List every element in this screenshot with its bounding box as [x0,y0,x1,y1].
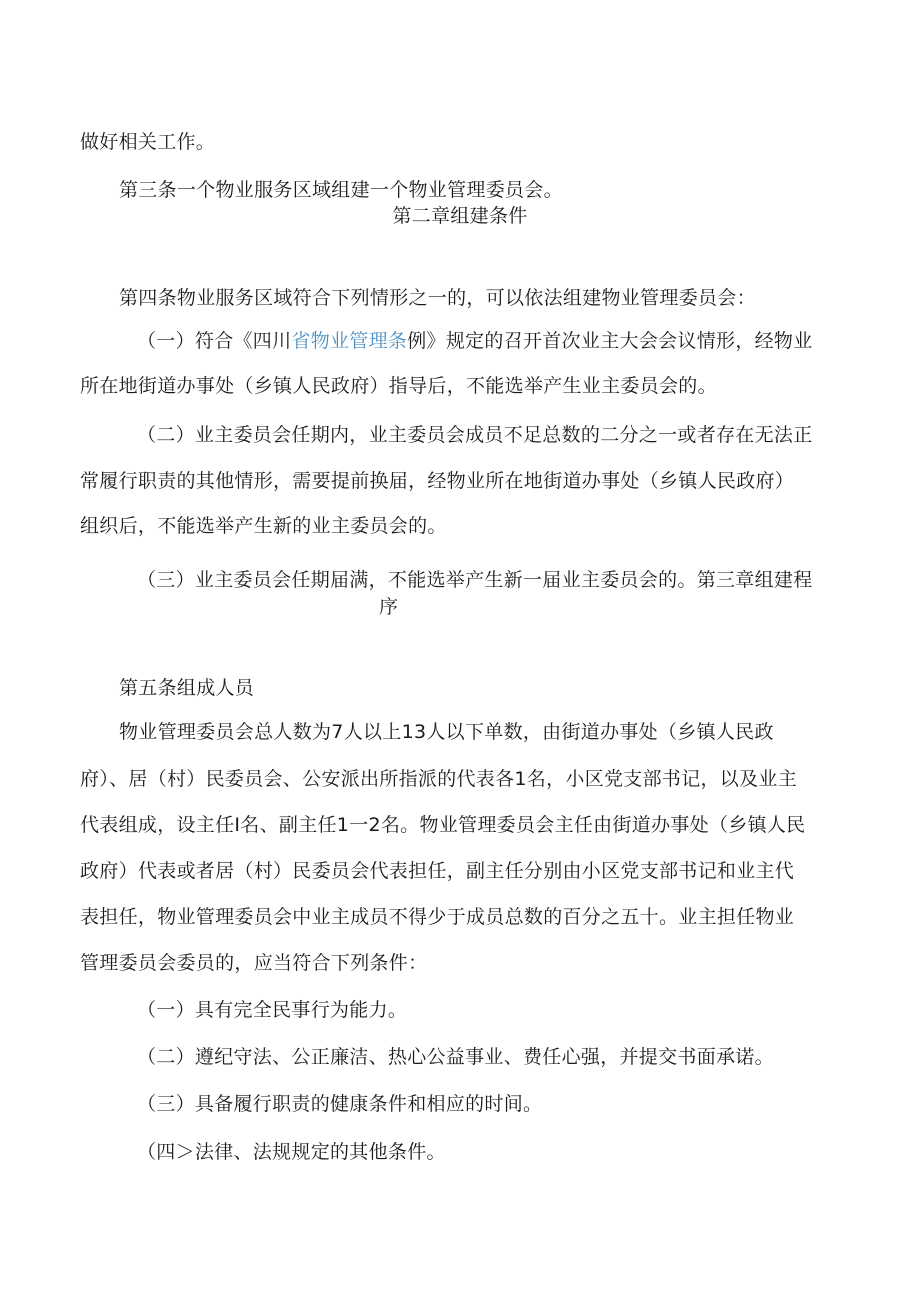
condition-2: （二）遵纪守法、公正廉洁、热心公益事业、费任心强，并提交书面承诺。 [137,1046,774,1068]
paragraph-line: 所在地街道办事处（乡镇人民政府）指导后，不能选举产生业主委员会的。 [80,375,717,397]
paragraph-line: 做好相关工作。 [80,131,216,153]
paragraph-line: 政府）代表或者居（村）民委员会代表担任，副主任分别由小区党支部书记和业主代 [80,860,795,882]
article-4: 第四条物业服务区域符合下列情形之一的，可以依法组建物业管理委员会： [119,287,756,309]
paragraph-line: 常履行职责的其他情形，需要提前换届，经物业所在地街道办事处（乡镇人民政府） [80,470,795,492]
chapter-2-heading: 第二章组建条件 [392,205,528,227]
condition-4: （四＞法律、法规规定的其他条件。 [137,1141,446,1163]
chapter-3-heading-tail: 序 [379,596,399,618]
condition-1: （一）具有完全民事行为能力。 [137,999,408,1021]
paragraph-line: 组织后，不能选举产生新的业主委员会的。 [80,515,447,537]
paragraph-line: 管理委员会委员的，应当符合下列条件： [80,952,428,974]
item-1-text-b: 例》规定的召开首次业主大会会议情形，经物业 [407,330,813,352]
article-4-item-3: （三）业主委员会任期届满，不能选举产生新一届业主委员会的。第三章组建程 [137,569,813,591]
condition-3: （三）具备履行职责的健康条件和相应的时间。 [137,1093,543,1115]
paragraph-line: 代表组成，设主任I名、副主任1一2名。物业管理委员会主任由街道办事处（乡镇人民 [80,814,806,836]
article-5-heading: 第五条组成人员 [119,677,255,699]
regulation-link[interactable]: 省物业管理条 [291,330,408,352]
article-4-item-1 [137,329,813,353]
article-4-item-2: （二）业主委员会任期内，业主委员会成员不足总数的二分之一或者存在无法正 [137,424,813,446]
article-5-text: 物业管理委员会总人数为7人以上13人以下单数，由街道办事处（乡镇人民政 [119,721,774,743]
article-3: 第三条一个物业服务区域组建一个物业管理委员会。 [119,179,563,201]
paragraph-line: 府）、居（村）民委员会、公安派出所指派的代表各1名，小区党支部书记，以及业主 [80,768,797,790]
paragraph-line: 表担任，物业管理委员会中业主成员不得少于成员总数的百分之五十。业主担任物业 [80,906,795,928]
item-1-text-a: （一）符合《四川 [137,330,292,352]
